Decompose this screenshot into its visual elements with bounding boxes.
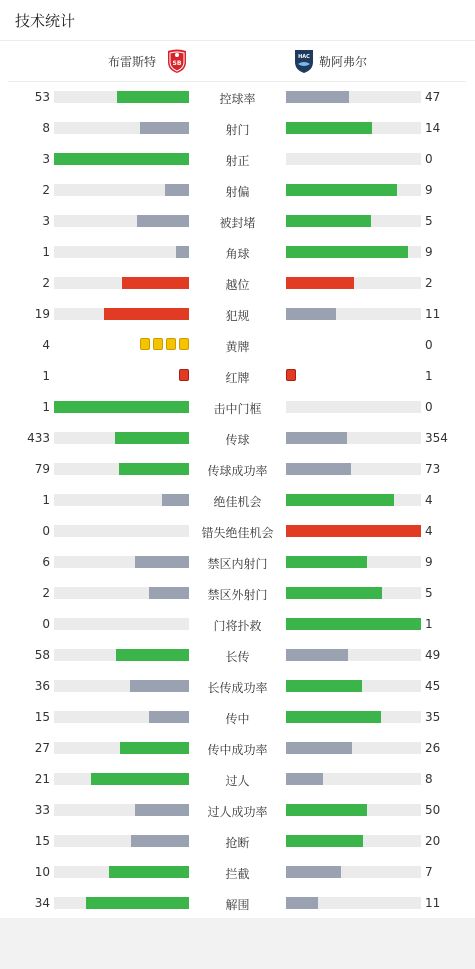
home-bar-fill bbox=[176, 246, 190, 258]
home-bar-track bbox=[54, 494, 189, 506]
home-bar-track bbox=[54, 680, 189, 692]
home-bar-track bbox=[54, 246, 189, 258]
away-bar-track bbox=[286, 463, 421, 475]
stat-row bbox=[0, 144, 475, 175]
home-bar-fill bbox=[162, 494, 189, 506]
yellow-card-icon bbox=[140, 338, 150, 350]
home-bar-fill bbox=[131, 835, 189, 847]
home-bar-fill bbox=[130, 680, 189, 692]
away-bar-fill bbox=[286, 587, 382, 599]
home-bar-track bbox=[54, 153, 189, 165]
home-bar-fill bbox=[137, 215, 189, 227]
away-bar-fill bbox=[286, 804, 367, 816]
home-bar-fill bbox=[115, 432, 189, 444]
away-bar-track bbox=[286, 525, 421, 537]
yellow-card-icon bbox=[179, 338, 189, 350]
stat-label: 传球成功率 bbox=[207, 464, 268, 478]
home-bar-fill bbox=[116, 649, 189, 661]
home-bar-fill bbox=[117, 91, 189, 103]
home-bar-fill bbox=[140, 122, 189, 134]
away-bar-fill bbox=[286, 742, 352, 754]
stat-row bbox=[0, 113, 475, 144]
away-value: 4 bbox=[425, 524, 433, 538]
away-bar-fill bbox=[286, 897, 318, 909]
home-value: 433 bbox=[27, 431, 50, 445]
away-bar-fill bbox=[286, 773, 323, 785]
stat-label: 长传 bbox=[225, 650, 250, 664]
stat-label: 过人成功率 bbox=[207, 805, 268, 819]
home-bar-track bbox=[54, 835, 189, 847]
home-bar-track bbox=[54, 897, 189, 909]
home-value: 6 bbox=[42, 555, 50, 569]
away-bar-fill bbox=[286, 866, 341, 878]
home-team-header bbox=[108, 47, 188, 75]
stat-row bbox=[0, 485, 475, 516]
away-bar-track bbox=[286, 649, 421, 661]
stat-label: 解围 bbox=[225, 898, 250, 912]
away-bar-track bbox=[286, 401, 421, 413]
home-value: 19 bbox=[34, 307, 50, 321]
home-value: 0 bbox=[42, 617, 50, 631]
home-bar-fill bbox=[104, 308, 189, 320]
stat-row bbox=[0, 175, 475, 206]
away-bar-track bbox=[286, 866, 421, 878]
home-value: 34 bbox=[34, 896, 50, 910]
stat-row bbox=[0, 299, 475, 330]
home-value: 2 bbox=[42, 276, 50, 290]
stat-row bbox=[0, 671, 475, 702]
home-bar-track bbox=[54, 525, 189, 537]
home-value: 27 bbox=[34, 741, 50, 755]
home-bar-track bbox=[54, 401, 189, 413]
stat-row bbox=[0, 733, 475, 764]
away-value: 5 bbox=[425, 214, 433, 228]
away-value: 50 bbox=[425, 803, 441, 817]
home-value: 8 bbox=[42, 121, 50, 135]
away-bar-track bbox=[286, 246, 421, 258]
stat-label: 传中 bbox=[225, 712, 250, 726]
home-bar-track bbox=[54, 587, 189, 599]
home-bar-track bbox=[54, 122, 189, 134]
away-bar-track bbox=[286, 432, 421, 444]
away-value: 0 bbox=[425, 400, 433, 414]
home-bar-fill bbox=[122, 277, 190, 289]
stat-label: 击中门框 bbox=[213, 402, 262, 416]
away-value: 1 bbox=[425, 617, 433, 631]
home-value: 1 bbox=[42, 493, 50, 507]
home-bar-track bbox=[54, 432, 189, 444]
away-bar-fill bbox=[286, 525, 421, 537]
home-team-name: 布雷斯特 bbox=[107, 54, 156, 69]
away-value: 20 bbox=[425, 834, 441, 848]
home-value: 3 bbox=[42, 152, 50, 166]
away-bar-fill bbox=[286, 184, 397, 196]
section-title: 技术统计 bbox=[15, 12, 76, 30]
stat-row bbox=[0, 206, 475, 237]
home-bar-fill bbox=[119, 463, 189, 475]
away-bar-fill bbox=[286, 494, 394, 506]
away-bar-fill bbox=[286, 680, 362, 692]
away-bar-fill bbox=[286, 277, 354, 289]
stat-row bbox=[0, 516, 475, 547]
stat-label: 过人 bbox=[225, 774, 250, 788]
away-bar-track bbox=[286, 277, 421, 289]
away-value: 0 bbox=[425, 338, 433, 352]
away-value: 8 bbox=[425, 772, 433, 786]
home-bar-track bbox=[54, 215, 189, 227]
stat-row bbox=[0, 82, 475, 113]
stat-row bbox=[0, 330, 475, 361]
stat-row bbox=[0, 268, 475, 299]
stat-row bbox=[0, 888, 475, 919]
away-bar-track bbox=[286, 835, 421, 847]
away-bar-fill bbox=[286, 91, 349, 103]
away-value: 9 bbox=[425, 183, 433, 197]
stat-label: 禁区外射门 bbox=[207, 588, 268, 602]
home-bar-track bbox=[54, 804, 189, 816]
home-value: 1 bbox=[42, 245, 50, 259]
home-bar-track bbox=[54, 773, 189, 785]
stat-row bbox=[0, 361, 475, 392]
stat-row bbox=[0, 454, 475, 485]
home-value: 21 bbox=[34, 772, 50, 786]
away-value: 4 bbox=[425, 493, 433, 507]
away-bar-fill bbox=[286, 618, 421, 630]
svg-text:SB: SB bbox=[172, 60, 182, 67]
home-value: 79 bbox=[34, 462, 50, 476]
home-bar-fill bbox=[54, 401, 189, 413]
away-bar-track bbox=[286, 556, 421, 568]
stat-label: 射门 bbox=[225, 123, 250, 137]
home-bar-track bbox=[54, 277, 189, 289]
away-bar-track bbox=[286, 122, 421, 134]
stat-label: 犯规 bbox=[225, 309, 250, 323]
stat-row bbox=[0, 237, 475, 268]
away-bar-track bbox=[286, 153, 421, 165]
home-value: 3 bbox=[42, 214, 50, 228]
away-value: 14 bbox=[425, 121, 441, 135]
away-value: 45 bbox=[425, 679, 441, 693]
home-bar-track bbox=[54, 308, 189, 320]
home-value: 4 bbox=[42, 338, 50, 352]
home-bar-track bbox=[54, 711, 189, 723]
away-bar-fill bbox=[286, 432, 347, 444]
away-value: 7 bbox=[425, 865, 433, 879]
stat-label: 黄牌 bbox=[225, 340, 250, 354]
away-bar-track bbox=[286, 184, 421, 196]
stat-row bbox=[0, 857, 475, 888]
away-bar-track bbox=[286, 804, 421, 816]
away-cards bbox=[286, 369, 296, 382]
away-bar-track bbox=[286, 618, 421, 630]
away-bar-track bbox=[286, 773, 421, 785]
stat-label: 禁区内射门 bbox=[207, 557, 268, 571]
stat-label: 控球率 bbox=[219, 92, 256, 106]
le-havre-crest-icon bbox=[293, 48, 315, 74]
yellow-card-icon bbox=[166, 338, 176, 350]
home-bar-track bbox=[54, 618, 189, 630]
home-bar-fill bbox=[149, 711, 190, 723]
home-bar-fill bbox=[54, 153, 189, 165]
home-bar-track bbox=[54, 649, 189, 661]
home-value: 2 bbox=[42, 183, 50, 197]
stat-label: 门将扑救 bbox=[213, 619, 262, 633]
home-bar-fill bbox=[135, 804, 189, 816]
away-bar-fill bbox=[286, 649, 348, 661]
home-bar-track bbox=[54, 742, 189, 754]
stat-row bbox=[0, 764, 475, 795]
away-bar-fill bbox=[286, 463, 351, 475]
stat-row bbox=[0, 423, 475, 454]
home-value: 10 bbox=[34, 865, 50, 879]
home-bar-fill bbox=[91, 773, 189, 785]
home-bar-fill bbox=[135, 556, 189, 568]
home-value: 53 bbox=[34, 90, 50, 104]
stat-row bbox=[0, 640, 475, 671]
away-bar-track bbox=[286, 897, 421, 909]
stat-label: 被封堵 bbox=[219, 216, 256, 230]
away-value: 35 bbox=[425, 710, 441, 724]
home-cards bbox=[179, 369, 189, 382]
stat-row bbox=[0, 547, 475, 578]
stat-label: 传球 bbox=[225, 433, 250, 447]
away-bar-fill bbox=[286, 308, 336, 320]
stat-label: 射正 bbox=[225, 154, 250, 168]
yellow-card-icon bbox=[153, 338, 163, 350]
away-bar-track bbox=[286, 215, 421, 227]
away-value: 5 bbox=[425, 586, 433, 600]
stat-label: 红牌 bbox=[225, 371, 250, 385]
home-bar-track bbox=[54, 463, 189, 475]
away-value: 73 bbox=[425, 462, 441, 476]
title-divider bbox=[0, 40, 475, 41]
home-bar-fill bbox=[86, 897, 189, 909]
home-bar-fill bbox=[149, 587, 190, 599]
away-value: 47 bbox=[425, 90, 441, 104]
stat-row bbox=[0, 826, 475, 857]
away-value: 2 bbox=[425, 276, 433, 290]
svg-text:HAC: HAC bbox=[298, 54, 310, 60]
away-bar-fill bbox=[286, 556, 367, 568]
home-bar-fill bbox=[165, 184, 189, 196]
stat-label: 传中成功率 bbox=[207, 743, 268, 757]
away-value: 49 bbox=[425, 648, 441, 662]
stat-label: 错失绝佳机会 bbox=[201, 526, 274, 540]
stat-label: 射偏 bbox=[225, 185, 250, 199]
away-value: 1 bbox=[425, 369, 433, 383]
away-bar-track bbox=[286, 308, 421, 320]
away-value: 11 bbox=[425, 896, 441, 910]
away-value: 0 bbox=[425, 152, 433, 166]
home-value: 0 bbox=[42, 524, 50, 538]
brest-crest-icon bbox=[166, 48, 188, 74]
stat-label: 绝佳机会 bbox=[213, 495, 262, 509]
home-value: 1 bbox=[42, 369, 50, 383]
stat-row bbox=[0, 578, 475, 609]
stat-row bbox=[0, 392, 475, 423]
away-value: 26 bbox=[425, 741, 441, 755]
home-cards bbox=[140, 338, 189, 351]
away-bar-fill bbox=[286, 215, 371, 227]
away-bar-fill bbox=[286, 711, 381, 723]
away-value: 9 bbox=[425, 245, 433, 259]
home-value: 1 bbox=[42, 400, 50, 414]
away-bar-track bbox=[286, 680, 421, 692]
away-value: 9 bbox=[425, 555, 433, 569]
home-value: 36 bbox=[34, 679, 50, 693]
home-bar-fill bbox=[120, 742, 189, 754]
stat-row bbox=[0, 609, 475, 640]
home-value: 58 bbox=[34, 648, 50, 662]
stats-list bbox=[0, 82, 475, 919]
home-value: 15 bbox=[34, 834, 50, 848]
away-bar-fill bbox=[286, 835, 363, 847]
home-bar-track bbox=[54, 556, 189, 568]
away-team-header bbox=[293, 47, 367, 75]
home-value: 33 bbox=[34, 803, 50, 817]
home-bar-track bbox=[54, 866, 189, 878]
away-value: 354 bbox=[425, 431, 448, 445]
red-card-icon bbox=[286, 369, 296, 381]
stat-label: 越位 bbox=[225, 278, 250, 292]
home-value: 2 bbox=[42, 586, 50, 600]
home-bar-fill bbox=[109, 866, 189, 878]
stat-row bbox=[0, 795, 475, 826]
stat-label: 抢断 bbox=[225, 836, 250, 850]
away-bar-track bbox=[286, 711, 421, 723]
away-bar-track bbox=[286, 742, 421, 754]
away-bar-fill bbox=[286, 246, 408, 258]
away-bar-track bbox=[286, 587, 421, 599]
stat-row bbox=[0, 702, 475, 733]
away-bar-track bbox=[286, 494, 421, 506]
stat-label: 拦截 bbox=[225, 867, 250, 881]
away-value: 11 bbox=[425, 307, 441, 321]
home-value: 15 bbox=[34, 710, 50, 724]
away-bar-track bbox=[286, 91, 421, 103]
stat-label: 角球 bbox=[225, 247, 250, 261]
home-bar-track bbox=[54, 184, 189, 196]
away-team-name: 勒阿弗尔 bbox=[319, 54, 368, 69]
red-card-icon bbox=[179, 369, 189, 381]
home-bar-track bbox=[54, 91, 189, 103]
stat-label: 长传成功率 bbox=[207, 681, 268, 695]
away-bar-fill bbox=[286, 122, 372, 134]
